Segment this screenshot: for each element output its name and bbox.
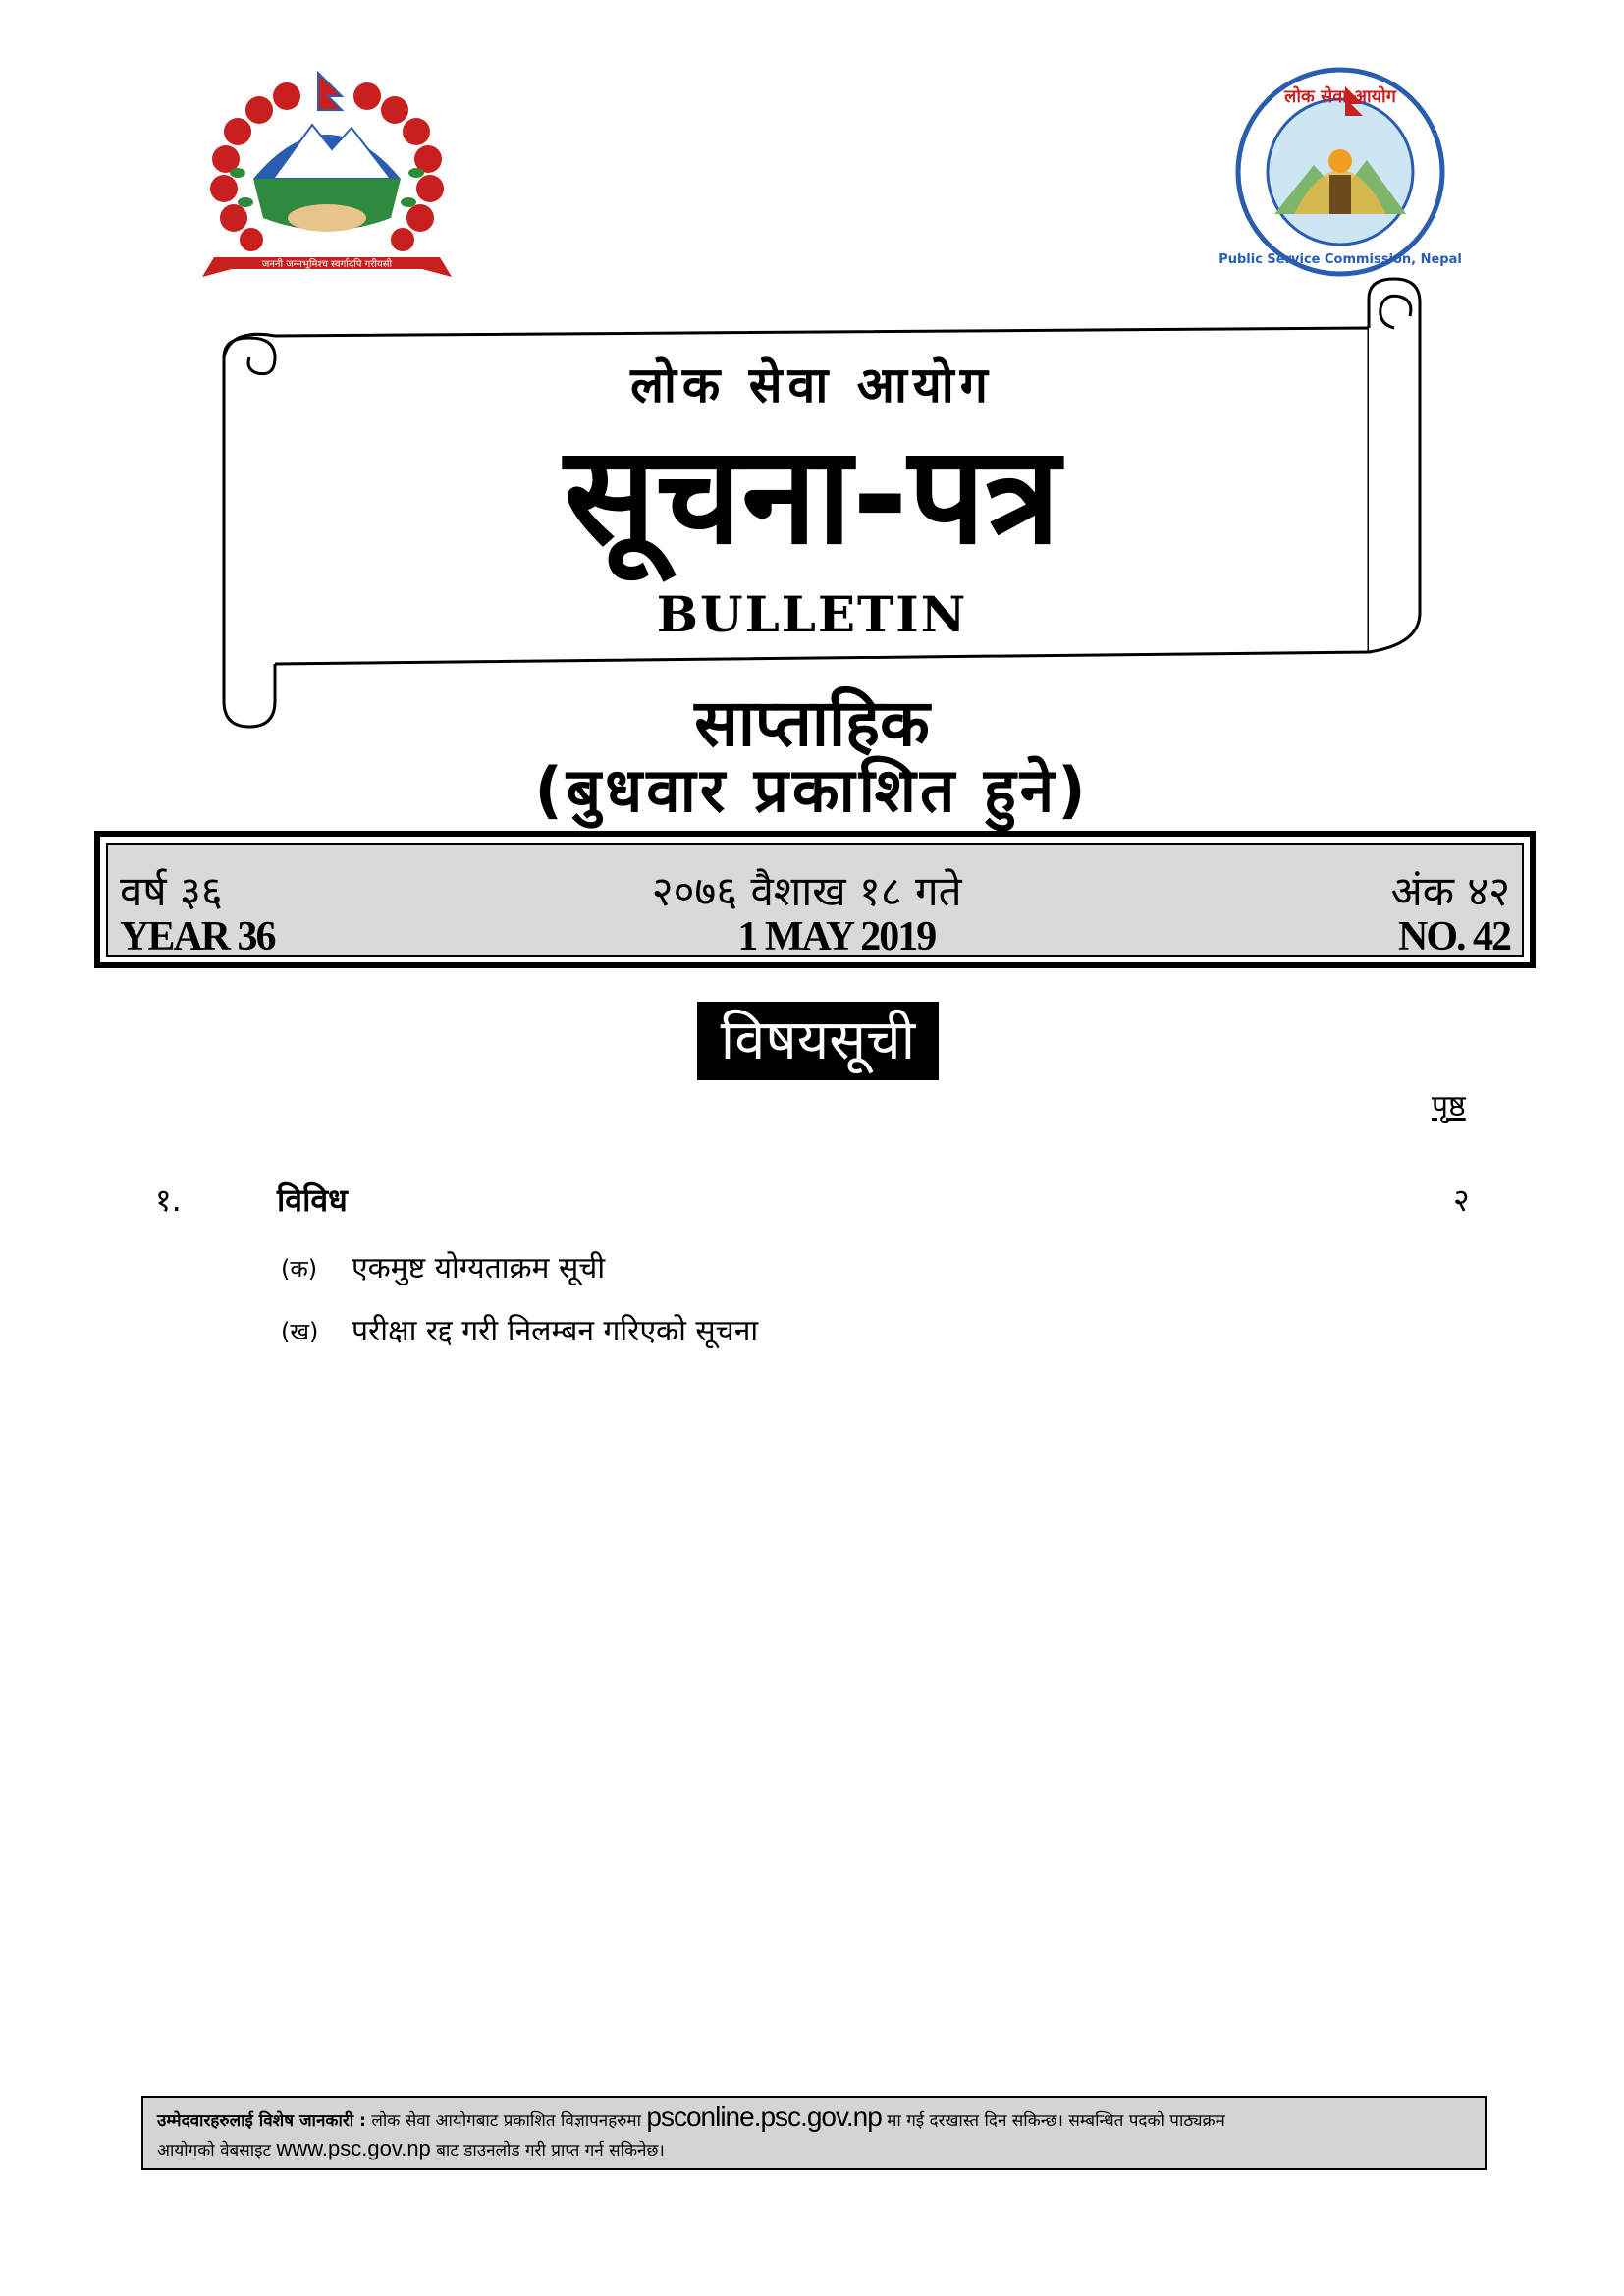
year-nepali: वर्ष ३६ (120, 867, 223, 915)
page-column-label: पृष्ठ (1432, 1089, 1466, 1123)
organization-name: लोक सेवा आयोग (630, 356, 994, 413)
public-service-commission-logo (1218, 67, 1462, 277)
toc-subitem-text: एकमुष्ट योग्यताक्रम सूची (352, 1251, 606, 1285)
toc-subitem (281, 1249, 605, 1288)
psconline-link[interactable]: psconline.psc.gov.np (646, 2102, 882, 2132)
toc-subitem-label: (क) (281, 1255, 318, 1283)
candidate-notice-box (141, 2096, 1487, 2170)
bulletin-title-english: BULLETIN (656, 585, 968, 643)
notice-lead: उम्मेदवारहरुलाई विशेष जानकारी : (157, 2111, 366, 2131)
toc-item-page: २ (1453, 1181, 1470, 1219)
notice-text-2: मा गई दरखास्त दिन सकिन्छ। सम्बन्धित पदको पाठ्यक्रम (887, 2111, 1225, 2131)
toc-item-number: १. (155, 1181, 182, 1219)
issue-number-english: NO. 42 (1398, 914, 1510, 959)
svg-text:लोक सेवा आयोग: लोक सेवा आयोग (1284, 86, 1396, 107)
psc-website-link[interactable]: www.psc.gov.np (276, 2136, 431, 2160)
published-note: (बुधवार प्रकाशित हुने) (534, 754, 1090, 826)
issue-number-nepali: अंक ४२ (1390, 867, 1510, 915)
notice-text-3: आयोगको वेबसाइट (157, 2141, 272, 2160)
year-english: YEAR 36 (120, 914, 275, 959)
bulletin-title: सूचना-पत्र (564, 416, 1060, 574)
svg-text:Public Service Commission, Nep: Public Service Commission, Nepal (1218, 252, 1462, 267)
publication-frequency: साप्ताहिक (694, 685, 930, 761)
issue-info-inner (106, 843, 1524, 957)
issue-info-box (94, 831, 1536, 968)
date-nepali: २०७६ वैशाख १८ गते (651, 867, 962, 915)
contents-heading: विषयसूची (697, 1002, 939, 1080)
date-english: 1 MAY 2019 (737, 914, 936, 959)
notice-text-1: लोक सेवा आयोगबाट प्रकाशित विज्ञापनहरुमा (371, 2111, 641, 2131)
toc-subitem-label: (ख) (281, 1318, 319, 1345)
toc-item-title: विविध (277, 1181, 348, 1219)
svg-text:जननी जन्मभूमिश्च स्वर्गादपि गर: जननी जन्मभूमिश्च स्वर्गादपि गरीयसी (261, 259, 393, 270)
issue-row-english (120, 913, 1510, 960)
notice-text-4: बाट डाउनलोड गरी प्राप्त गर्न सकिनेछ। (436, 2141, 665, 2160)
toc-subitem (281, 1312, 758, 1351)
nepal-coat-of-arms-emblem (194, 71, 460, 287)
issue-row-nepali (120, 862, 1510, 918)
toc-subitem-text: परीक्षा रद्द गरी निलम्बन गरिएको सूचना (352, 1314, 759, 1348)
